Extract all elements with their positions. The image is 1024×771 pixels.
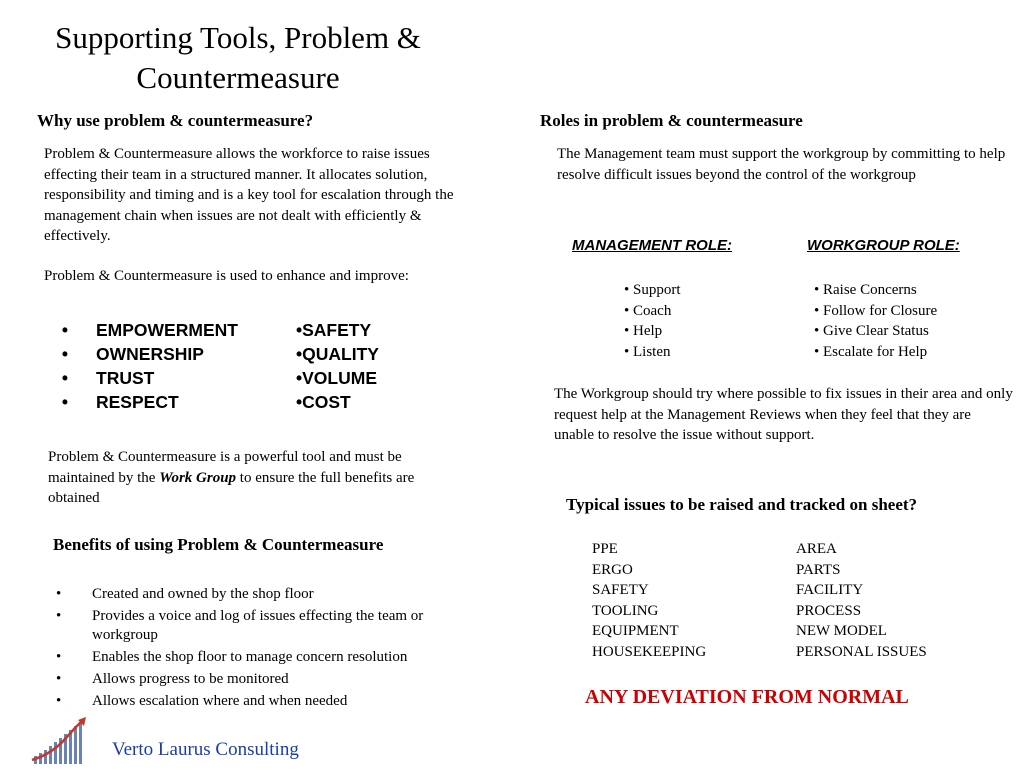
list-item: • Coach [624,302,672,319]
issue-item: TOOLING [592,602,659,619]
values-col-2 [296,318,379,414]
issue-item: PARTS [796,561,841,578]
list-item: • Listen [624,343,671,360]
list-item: • Provides a voice and log of issues effecting the team or workgroup [56,608,424,643]
workgroup-paragraph: The Workgroup should try where possible to fix issues in their area and only request help at the Management Reviews when they feel that they are unable to resolve the issue without support. [554,386,1013,443]
work-group-emphasis: Work Group [159,469,237,486]
management-roles-list [624,280,681,362]
values-list [52,318,452,414]
issue-item: ERGO [592,561,633,578]
why-paragraph-1: Problem & Countermeasure allows the workforce to raise issues effecting their team in a structured manner. It allocates solution, responsibility and timing and is a key tool for escalation through the management chain when issues are not dealt with efficiently & effectively. [44,146,454,244]
roles-paragraph: The Management team must support the workgroup by committing to help resolve difficult issues beyond the control of the workgroup [557,146,1006,183]
workgroup-roles-list [814,280,937,362]
why-paragraph-2: Problem & Countermeasure is used to enhance and improve: [44,268,409,284]
list-item: • Give Clear Status [814,323,929,339]
list-item: • Enables the shop floor to manage concern resolution [56,649,408,665]
list-item: • Raise Concerns [814,282,917,298]
workgroup-role-heading: WORKGROUP ROLE: [807,237,960,254]
deviation-callout: ANY DEVIATION FROM NORMAL [585,686,909,708]
issue-item: EQUIPMENT [592,623,679,639]
issue-item: FACILITY [796,582,864,598]
issues-col-1 [592,539,706,662]
company-name: Verto Laurus Consulting [112,739,299,760]
value-item: •SAFETY [296,320,372,340]
issues-heading: Typical issues to be raised and tracked on sheet? [566,495,918,514]
value-item: •QUALITY [296,344,379,364]
bar-chart-growth-logo-icon [30,716,90,766]
value-item: •VOLUME [296,368,377,388]
list-item: • Allows escalation where and when needed [56,693,348,709]
value-item: •COST [296,392,351,412]
value-item: • TRUST [61,368,155,388]
issue-item: PERSONAL ISSUES [796,643,927,660]
why-heading: Why use problem & countermeasure? [37,111,314,130]
list-item: • Help [624,323,663,339]
benefits-heading: Benefits of using Problem & Countermeasure [53,535,384,554]
value-item: • EMPOWERMENT [61,320,238,340]
list-item: • Support [624,282,681,298]
issue-item: NEW MODEL [796,623,887,639]
list-item: • Created and owned by the shop floor [56,586,314,602]
benefits-list [52,585,482,714]
roles-heading: Roles in problem & countermeasure [540,111,803,130]
list-item: • Escalate for Help [814,343,928,360]
issue-item: AREA [796,541,837,557]
issue-item: PROCESS [796,602,862,619]
values-col-1 [52,318,296,414]
list-item: • Allows progress to be monitored [56,671,289,687]
management-role-heading: MANAGEMENT ROLE: [572,237,732,254]
maintain-paragraph: Problem & Countermeasure is a powerful tool and must be maintained by the Work Group to ensure the full benefits are obtained [48,449,415,506]
value-item: • RESPECT [61,392,179,412]
issue-item: HOUSEKEEPING [592,643,707,660]
page-title: Supporting Tools, Problem & Countermeasure [55,20,421,95]
value-item: • OWNERSHIP [61,344,204,364]
issue-item: SAFETY [592,582,649,598]
list-item: • Follow for Closure [814,302,938,319]
issues-col-2 [796,539,927,662]
issue-item: PPE [592,541,618,557]
